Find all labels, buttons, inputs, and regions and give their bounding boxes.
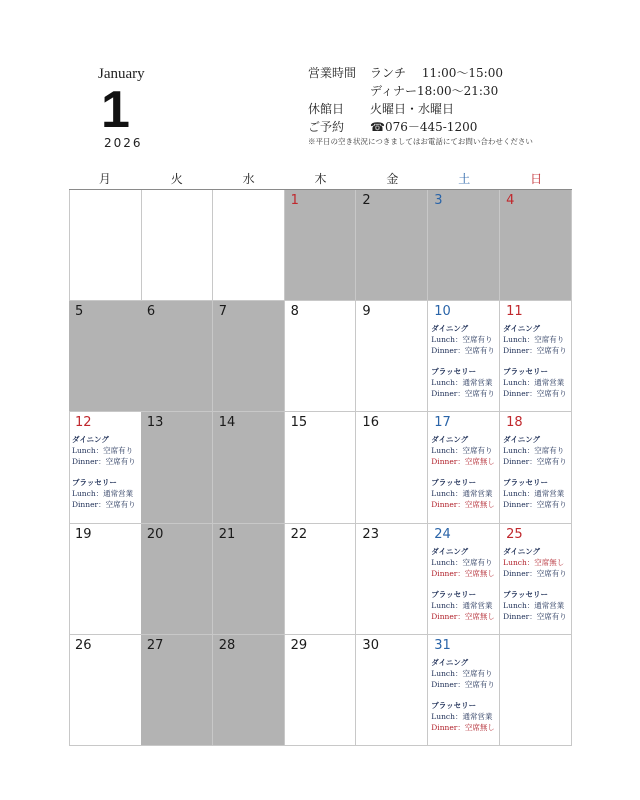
brasserie-status-line: Lunch：通常営業	[503, 600, 565, 610]
day-number: 5	[75, 304, 84, 320]
day-number: 13	[146, 415, 164, 431]
spacer	[503, 579, 571, 589]
day-cell	[500, 412, 572, 523]
reservation-status	[503, 323, 571, 399]
calendar-grid	[69, 190, 572, 746]
brasserie-status-line: Dinner：空席有り	[72, 500, 136, 510]
day-number: 15	[290, 415, 308, 431]
day-cell	[213, 524, 285, 635]
day-number: 3	[434, 193, 443, 208]
brasserie-label: ブラッセリー	[431, 478, 477, 488]
dining-status-line: Dinner：空席有り	[431, 679, 495, 689]
day-cell	[356, 190, 428, 301]
brasserie-status-line: Dinner：空席有り	[503, 611, 567, 621]
day-cell	[285, 301, 357, 412]
brasserie-status-line: Lunch：通常営業	[503, 378, 565, 388]
brasserie-status-line: Dinner：空席無し	[431, 500, 495, 510]
spacer	[72, 467, 140, 477]
day-cell	[285, 412, 357, 523]
brasserie-status-line: Dinner：空席有り	[503, 389, 567, 399]
dining-label: ダイニング	[503, 546, 541, 556]
phone-number: ☎076－445-1200	[370, 120, 478, 134]
day-cell	[500, 524, 572, 635]
day-number: 29	[290, 637, 308, 653]
weekday-label: 水	[242, 172, 255, 186]
brasserie-label: ブラッセリー	[431, 589, 477, 599]
dining-status-line: Lunch：空席有り	[431, 668, 493, 678]
dining-status-line: Dinner：空席有り	[503, 568, 567, 578]
brasserie-status-line: Dinner：空席有り	[431, 389, 495, 399]
day-cell	[428, 412, 500, 523]
brasserie-status-line: Lunch：通常営業	[431, 378, 493, 388]
day-cell	[356, 301, 428, 412]
day-cell	[428, 301, 500, 412]
day-cell	[428, 190, 500, 301]
dining-status-line: Dinner：空席有り	[503, 346, 567, 356]
dining-label: ダイニング	[431, 435, 469, 445]
availability-note: ※平日の空き状況につきましてはお電話にてお問い合わせください	[308, 137, 533, 146]
empty-cell	[500, 635, 572, 746]
day-number: 10	[434, 304, 451, 320]
day-cell	[141, 301, 213, 412]
day-cell	[213, 412, 285, 523]
day-number: 9	[362, 304, 371, 320]
day-cell	[285, 524, 357, 635]
day-cell	[69, 524, 142, 635]
reservation-status	[431, 434, 499, 510]
dining-status-line: Lunch：空席有り	[431, 335, 493, 345]
dining-status-line: Dinner：空席有り	[431, 346, 495, 356]
reservation-status	[431, 546, 499, 622]
empty-cell	[141, 190, 213, 301]
day-number: 14	[218, 415, 236, 431]
dinner-hours: ディナー18:00～21:30	[370, 84, 499, 98]
day-number: 2	[362, 193, 371, 208]
reservation-status	[503, 546, 571, 622]
brasserie-label: ブラッセリー	[431, 700, 477, 710]
day-number: 4	[506, 193, 515, 208]
weekday-label: 金	[386, 172, 399, 186]
day-cell	[500, 190, 572, 301]
day-number: 30	[362, 637, 379, 653]
reservation-status	[431, 657, 499, 733]
day-cell	[141, 524, 213, 635]
day-cell	[141, 412, 213, 523]
hours-label: 営業時間	[308, 66, 357, 80]
day-number: 23	[362, 526, 379, 542]
spacer	[431, 467, 499, 477]
brasserie-status-line: Lunch：通常営業	[503, 489, 565, 499]
lunch-hours: ランチ 11:00～15:00	[370, 66, 503, 80]
day-cell	[213, 301, 285, 412]
weekday-label: 火	[170, 172, 183, 186]
day-cell	[69, 301, 142, 412]
brasserie-status-line: Dinner：空席有り	[503, 500, 567, 510]
day-cell	[285, 635, 357, 746]
reservation-status	[431, 323, 499, 399]
year-label: 2026	[104, 136, 143, 150]
day-number: 17	[434, 415, 451, 431]
dining-label: ダイニング	[431, 324, 469, 334]
dining-status-line: Dinner：空席有り	[72, 457, 136, 467]
day-number: 12	[75, 415, 92, 431]
day-cell	[356, 412, 428, 523]
dining-status-line: Lunch：空席無し	[503, 557, 565, 567]
day-number: 22	[290, 526, 308, 542]
dining-label: ダイニング	[431, 657, 469, 667]
day-cell	[500, 301, 572, 412]
day-cell	[356, 524, 428, 635]
month-name: January	[98, 66, 145, 82]
brasserie-status-line: Lunch：通常営業	[431, 600, 493, 610]
day-number: 1	[290, 193, 299, 208]
day-number: 28	[218, 637, 236, 653]
brasserie-status-line: Lunch：通常営業	[431, 489, 493, 499]
day-cell	[428, 524, 500, 635]
brasserie-label: ブラッセリー	[72, 478, 117, 488]
empty-cell	[69, 190, 142, 301]
brasserie-label: ブラッセリー	[503, 478, 548, 488]
day-number: 18	[506, 415, 523, 431]
dining-status-line: Lunch：空席有り	[431, 446, 493, 456]
weekday-label: 日	[530, 172, 543, 186]
weekday-label: 木	[314, 172, 327, 186]
weekday-label: 月	[98, 172, 111, 186]
day-number: 6	[146, 304, 156, 320]
spacer	[431, 579, 499, 589]
day-number: 11	[506, 304, 523, 320]
dining-label: ダイニング	[503, 324, 541, 334]
dining-status-line: Dinner：空席有り	[503, 457, 567, 467]
brasserie-status-line: Lunch：通常営業	[72, 489, 134, 499]
spacer	[431, 690, 499, 700]
day-cell	[356, 635, 428, 746]
dining-status-line: Dinner：空席無し	[431, 457, 495, 467]
spacer	[431, 356, 499, 366]
day-cell	[285, 190, 357, 301]
day-number: 21	[218, 526, 236, 542]
day-cell	[69, 412, 142, 523]
empty-cell	[213, 190, 285, 301]
day-number: 8	[290, 304, 299, 320]
day-number: 16	[362, 415, 379, 431]
day-cell	[428, 635, 500, 746]
day-cell	[69, 635, 142, 746]
closed-days: 火曜日・水曜日	[370, 102, 455, 116]
day-number: 26	[75, 637, 92, 653]
day-number: 24	[434, 526, 451, 542]
brasserie-label: ブラッセリー	[503, 367, 548, 377]
dining-label: ダイニング	[503, 435, 541, 445]
day-number: 20	[146, 526, 164, 542]
dining-label: ダイニング	[431, 546, 469, 556]
day-number: 25	[506, 526, 523, 542]
spacer	[503, 467, 571, 477]
day-number: 7	[218, 304, 227, 320]
day-cell	[213, 635, 285, 746]
day-number: 31	[434, 637, 451, 653]
month-number: 1	[101, 81, 130, 139]
day-number: 27	[146, 637, 164, 653]
dining-status-line: Lunch：空席有り	[72, 446, 134, 456]
brasserie-status-line: Dinner：空席無し	[431, 611, 495, 621]
brasserie-status-line: Dinner：空席無し	[431, 722, 495, 732]
dining-status-line: Lunch：空席有り	[431, 557, 493, 567]
reservation-status	[72, 434, 140, 510]
dining-label: ダイニング	[72, 435, 109, 445]
dining-status-line: Dinner：空席無し	[431, 568, 495, 578]
brasserie-label: ブラッセリー	[503, 589, 548, 599]
dining-status-line: Lunch：空席有り	[503, 446, 565, 456]
weekday-label: 土	[458, 172, 471, 186]
weekday-header	[69, 170, 572, 186]
day-number: 19	[75, 526, 92, 542]
spacer	[503, 356, 571, 366]
brasserie-label: ブラッセリー	[431, 367, 477, 377]
brasserie-status-line: Lunch：通常営業	[431, 711, 493, 721]
reservation-status	[503, 434, 571, 510]
closed-label: 休館日	[308, 102, 345, 116]
day-cell	[141, 635, 213, 746]
dining-status-line: Lunch：空席有り	[503, 335, 565, 345]
reservation-label: ご予約	[308, 120, 345, 134]
